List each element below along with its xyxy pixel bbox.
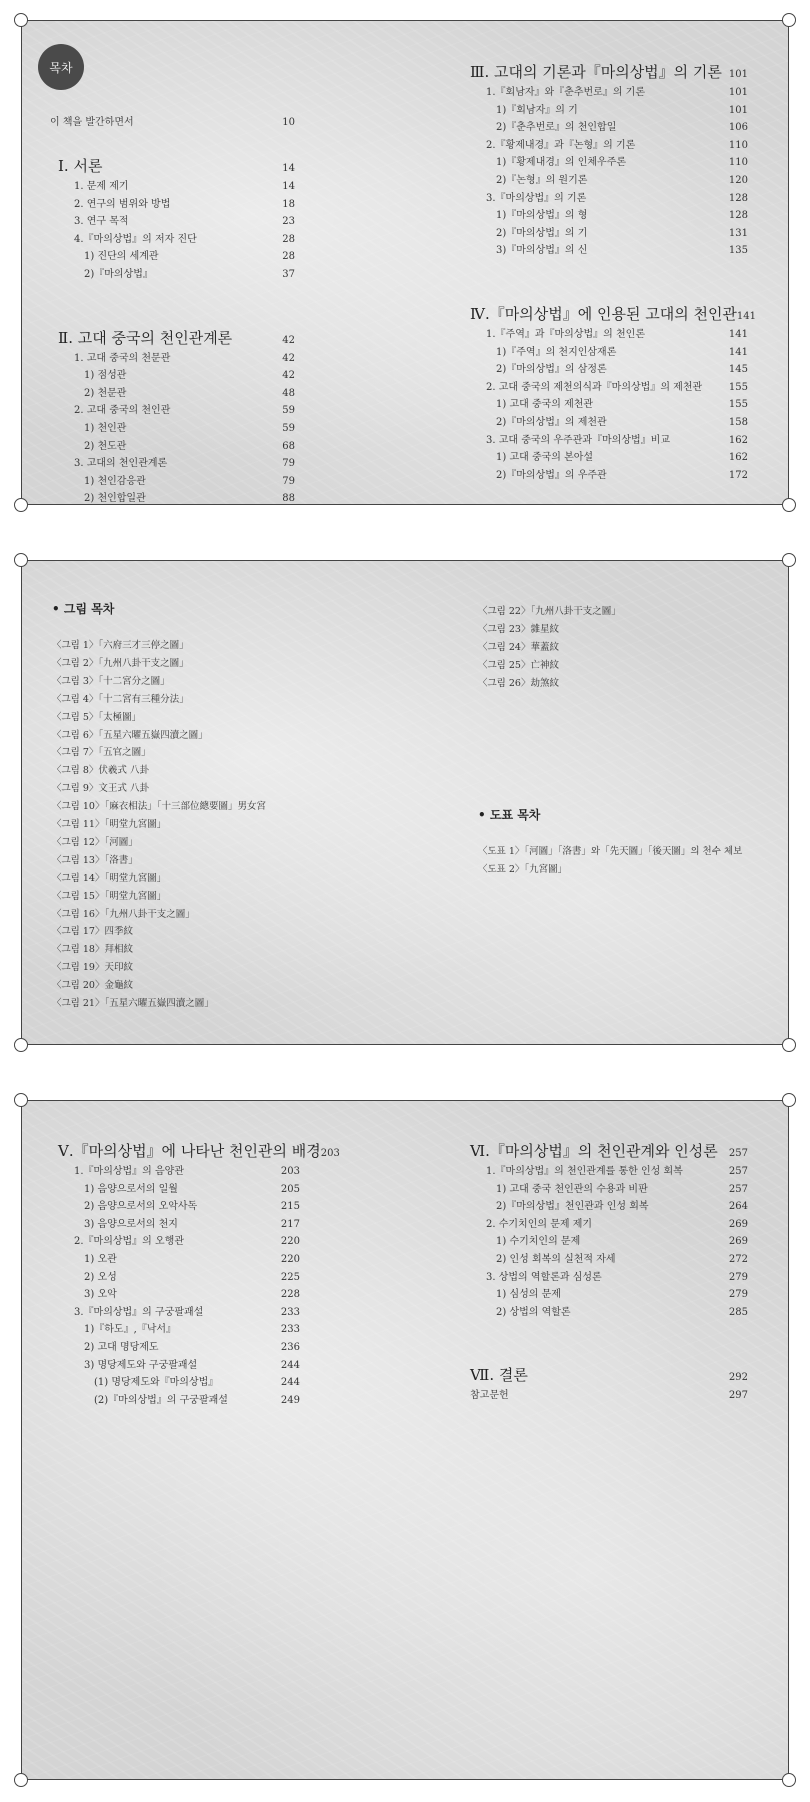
entry-title: 2. 수기치인의 문제 제기 [486,1218,593,1230]
entry-page: 162 [728,452,748,464]
entry-title: 2) 음양으로서의 오악사독 [84,1201,198,1213]
entry-title: 1) 심성의 문제 [496,1289,561,1301]
toc-entry [486,378,748,393]
chapter-heading [470,303,757,324]
list-item: 〈그림 24〉華蓋紋 [478,641,559,653]
entry-page: 135 [728,245,748,257]
chapter-heading [470,1364,748,1385]
entry-page: 162 [728,434,748,446]
entry-title: (1) 명당제도와『마의상법』 [94,1377,219,1389]
toc-entry [74,349,295,364]
entry-title: 2. 고대 중국의 천인관 [74,405,171,417]
entry-title: 1.『주역』과『마의상법』의 천인론 [486,329,645,340]
entry-title: 3. 연구 목적 [74,216,129,228]
toc-entry [486,1162,748,1177]
toc-entry [496,1303,748,1318]
entry-title: 2) 천인합일관 [84,493,146,505]
corner-ornament [14,1093,28,1107]
toc-entry [84,437,295,452]
toc-entry [84,472,295,487]
toc-entry [84,1197,300,1212]
figures-heading: • 그림 목차 [52,602,115,616]
entry-title: (2)『마의상법』의 구궁팔괘설 [94,1394,228,1406]
entry-title: 3) 오악 [84,1289,117,1301]
chapter-heading [470,61,748,82]
entry-page: 120 [728,175,748,186]
toc-entry [496,1285,748,1300]
entry-page: 48 [282,387,295,399]
toc-entry [470,1386,748,1401]
entry-title: 2)『마의상법』의 기 [496,227,588,239]
entry-page: 37 [282,269,295,280]
entry-title: 2) 오성 [84,1271,117,1283]
entry-page: 110 [728,157,748,169]
toc-entry [496,1250,748,1265]
entry-title: 1) 천인관 [84,423,127,434]
entry-page: 285 [728,1306,748,1318]
entry-page: 257 [728,1183,748,1195]
entry-title: 3. 상법의 역할론과 심성론 [486,1271,602,1283]
entry-title: 2. 연구의 범위와 방법 [74,198,171,210]
list-item: 〈그림 15〉「明堂九宮圖」 [52,890,167,902]
entry-title: 2)『춘추번로』의 천인합일 [496,122,617,134]
entry-title: 1)『하도』,『낙서』 [84,1324,177,1336]
corner-ornament [14,1773,28,1787]
toc-entry [84,384,295,399]
toc-entry [496,1232,748,1247]
entry-title: Ⅵ.『마의상법』의 천인관계와 인성론 [470,1142,718,1160]
toc-entry [486,1215,748,1230]
list-item: 〈그림 1〉「六府三才三停之圖」 [52,640,189,651]
entry-page: 264 [728,1201,748,1213]
toc-entry [486,1268,748,1283]
entry-title: Ⅴ.『마의상법』에 나타난 천인관의 배경 [58,1142,321,1160]
entry-page: 220 [280,1254,300,1265]
entry-title: 2) 인성 회복의 실천적 자세 [496,1254,616,1265]
tables-heading: • 도표 목차 [478,808,541,822]
entry-title: 3.『마의상법』의 구궁팔괘설 [74,1306,204,1318]
entry-page: 205 [280,1183,300,1195]
entry-page: 155 [728,399,748,411]
corner-ornament [782,1773,796,1787]
toc-entry [74,1303,300,1318]
entry-page: 236 [280,1342,300,1353]
list-item: 〈그림 19〉天印紋 [52,962,133,974]
toc-entry [74,177,295,192]
entry-page: 79 [282,458,295,470]
list-item: 〈그림 16〉「九州八卦干支之圖」 [52,908,195,920]
corner-ornament [14,13,28,27]
entry-title: Ⅳ.『마의상법』에 인용된 고대의 천인관 [470,305,737,323]
entry-title: 2)『마의상법』의 삼정론 [496,364,607,376]
toc-entry [84,489,295,504]
toc-entry [496,413,748,428]
entry-page: 141 [736,311,757,322]
list-item: 〈그림 14〉「明堂九宮圖」 [52,872,167,884]
entry-title: 1)『회남자』의 기 [496,104,578,116]
entry-page: 292 [728,1372,748,1384]
entry-page: 79 [282,475,295,487]
toc-entry [74,230,295,245]
entry-title: 1) 음양으로서의 일월 [84,1183,178,1195]
entry-page: 244 [280,1359,300,1371]
list-item: 〈그림 18〉拜相紋 [52,944,133,956]
corner-ornament [14,1038,28,1052]
entry-page: 225 [280,1271,300,1283]
list-item: 〈그림 11〉「明堂九宮圖」 [52,819,167,830]
entry-page: 203 [320,1148,340,1159]
corner-ornament [782,553,796,567]
list-item: 〈그림 5〉「太極圖」 [52,711,142,723]
entry-title: Ⅶ. 결론 [470,1366,528,1385]
entry-page: 18 [282,198,295,210]
entry-title: 2) 천도관 [84,440,127,452]
entry-title: 4.『마의상법』의 저자 진단 [74,233,197,245]
entry-page: 128 [728,210,748,222]
entry-title: 참고문헌 [470,1390,509,1402]
entry-title: 2)『마의상법』의 우주관 [496,469,607,481]
toc-entry [486,325,748,340]
entry-title: 1.『회남자』와『춘추번로』의 기론 [486,87,645,98]
toc-entry [84,419,295,434]
entry-page: 272 [728,1254,748,1265]
toc-entry [496,224,748,239]
entry-title: 2)『마의상법』천인관과 인성 회복 [496,1201,649,1213]
toc-entry [84,1338,300,1353]
entry-title: 3. 고대 중국의 우주관과『마의상법』비교 [486,434,670,446]
toc-entry [84,1215,300,1230]
entry-page: 42 [282,370,295,382]
toc-entry [496,343,748,358]
list-item: 〈도표 1〉「河圖」「洛書」와「先天圖」「後天圖」의 천수 체보 [478,846,743,857]
entry-title: 1. 문제 제기 [74,181,129,192]
entry-title: 2.『마의상법』의 오행관 [74,1236,184,1248]
toc-entry [496,171,748,186]
toc-entry [486,189,748,204]
entry-page: 42 [282,334,295,346]
entry-page: 158 [728,417,748,428]
corner-ornament [782,498,796,512]
entry-title: 1)『황제내경』의 인체우주론 [496,157,627,169]
entry-title: 2)『마의상법』 [84,269,153,280]
entry-page: 110 [728,139,748,151]
toc-entry [94,1391,300,1406]
toc-entry [496,118,748,133]
toc-entry [84,1320,300,1335]
toc-entry [496,466,748,481]
entry-title: 2.『황제내경』과『논형』의 기론 [486,139,636,151]
entry-title: 1) 진단의 세계관 [84,251,159,263]
entry-page: 233 [280,1324,300,1336]
toc-entry [496,360,748,375]
entry-page: 23 [282,216,295,228]
list-item: 〈그림 23〉雜星紋 [478,623,559,635]
corner-ornament [782,1093,796,1107]
entry-title: 1)『마의상법』의 형 [496,210,588,222]
toc-entry [74,1162,300,1177]
entry-page: 101 [728,69,748,80]
toc-entry [84,1285,300,1300]
entry-page: 59 [282,405,295,417]
entry-page: 279 [728,1289,748,1301]
entry-page: 42 [282,352,295,364]
entry-page: 257 [728,1148,748,1159]
toc-entry [496,153,748,168]
toc-entry [496,1180,748,1195]
entry-page: 203 [280,1166,300,1177]
toc-entry [74,401,295,416]
entry-page: 28 [282,233,295,245]
chapter-heading [58,1140,340,1161]
entry-title: 1. 고대 중국의 천문관 [74,352,171,364]
entry-page: 155 [728,381,748,393]
entry-page: 59 [282,423,295,434]
entry-title: 2. 고대 중국의 제천의식과『마의상법』의 제천관 [486,381,703,393]
toc-entry [74,454,295,469]
entry-page: 279 [728,1271,748,1283]
list-item: 〈그림 12〉「河圖」 [52,836,138,848]
toc-entry [84,265,295,280]
entry-page: 228 [280,1289,300,1301]
chapter-heading [58,327,295,348]
entry-page: 244 [280,1377,300,1389]
entry-title: 2)『마의상법』의 제천관 [496,417,607,428]
toc-entry [74,1232,300,1247]
entry-title: 3)『마의상법』의 신 [496,245,588,257]
toc-entry [84,1250,300,1265]
entry-title: 1)『주역』의 천지인삼재론 [496,346,617,358]
toc-entry [496,206,748,221]
entry-page: 141 [728,329,748,340]
list-item: 〈그림 8〉伏羲式 八卦 [52,765,149,777]
list-item: 〈그림 25〉亡神紋 [478,659,559,671]
toc-entry [496,241,748,256]
toc-entry [84,247,295,262]
entry-page: 106 [728,122,748,134]
list-item: 〈그림 13〉「洛書」 [52,854,138,866]
entry-page: 172 [728,469,748,481]
entry-page: 217 [280,1218,300,1230]
toc-entry [84,366,295,381]
entry-title: 3) 명당제도와 구궁팔괘설 [84,1359,198,1371]
toc-entry [74,212,295,227]
entry-page: 131 [728,227,748,239]
list-item: 〈그림 17〉四季紋 [52,926,133,938]
toc-entry [84,1356,300,1371]
toc-entry [496,1197,748,1212]
list-item: 〈그림 10〉「麻衣相法」「十三部位總要圖」男女宮 [52,801,266,813]
list-item: 〈그림 6〉「五星六曜五嶽四瀆之圖」 [52,729,208,741]
entry-title: 1) 오관 [84,1254,117,1265]
toc-badge: 목차 [38,44,84,90]
toc-entry [496,101,748,116]
entry-title: 2) 고대 명당제도 [84,1342,159,1353]
toc-entry [486,431,748,446]
toc-entry [496,448,748,463]
entry-page: 269 [728,1236,748,1248]
corner-ornament [14,498,28,512]
list-item: 〈그림 4〉「十二宮有三種分法」 [52,693,189,705]
entry-page: 28 [282,251,295,263]
entry-page: 297 [728,1390,748,1402]
entry-page: 141 [728,346,748,358]
entry-page: 269 [728,1218,748,1230]
entry-page: 249 [280,1394,300,1406]
entry-title: 1) 수기치인의 문제 [496,1236,581,1248]
entry-page: 128 [728,192,748,204]
toc-entry [84,1180,300,1195]
list-item: 〈그림 9〉文王式 八卦 [52,783,149,795]
entry-page: 220 [280,1236,300,1248]
entry-page: 10 [282,117,295,128]
entry-page: 101 [728,104,748,116]
entry-page: 257 [728,1166,748,1177]
chapter-heading [470,1140,748,1161]
toc-entry [84,1268,300,1283]
entry-title: 이 책을 발간하면서 [50,117,134,128]
corner-ornament [782,1038,796,1052]
entry-page: 14 [282,181,295,192]
toc-entry [74,195,295,210]
list-item: 〈그림 3〉「十二宮分之圖」 [52,675,170,687]
chapter-heading [58,155,295,176]
list-item: 〈그림 22〉「九州八卦干支之圖」 [478,606,621,617]
entry-title: 1) 고대 중국의 본아설 [496,452,594,464]
entry-page: 88 [282,493,295,505]
corner-ornament [782,13,796,27]
entry-title: 3.『마의상법』의 기론 [486,192,587,204]
entry-title: 3. 고대의 천인관계론 [74,458,168,470]
entry-title: Ⅰ. 서론 [58,157,103,175]
toc-entry [486,83,748,98]
list-item: 〈그림 26〉劫煞紋 [478,677,559,689]
entry-title: 2)『논형』의 원기론 [496,175,588,186]
entry-page: 101 [728,87,748,98]
entry-title: 1) 고대 중국의 제천관 [496,399,594,411]
toc-entry-intro [50,113,295,128]
entry-title: 2) 천문관 [84,387,127,399]
entry-title: 2) 상법의 역할론 [496,1306,571,1318]
entry-title: 3) 음양으로서의 천지 [84,1218,178,1230]
toc-entry [486,136,748,151]
entry-title: 1) 고대 중국 천인관의 수용과 비판 [496,1183,648,1195]
entry-page: 233 [280,1306,300,1318]
entry-page: 145 [728,364,748,376]
list-item: 〈그림 21〉「五星六曜五嶽四瀆之圖」 [52,998,214,1009]
list-item: 〈그림 2〉「九州八卦干支之圖」 [52,657,189,669]
entry-page: 14 [282,163,295,174]
entry-title: 1) 천인감응관 [84,475,146,487]
corner-ornament [14,553,28,567]
toc-entry [94,1373,300,1388]
entry-title: 1.『마의상법』의 천인관계를 통한 인성 회복 [486,1166,683,1177]
entry-title: Ⅲ. 고대의 기론과『마의상법』의 기론 [470,63,722,81]
entry-page: 68 [282,440,295,452]
entry-page: 215 [280,1201,300,1213]
toc-entry [496,395,748,410]
entry-title: Ⅱ. 고대 중국의 천인관계론 [58,328,233,347]
list-item: 〈그림 20〉金龜紋 [52,980,133,992]
list-item: 〈그림 7〉「五官之圖」 [52,747,151,759]
list-item: 〈도표 2〉「九宮圖」 [478,863,568,875]
entry-title: 1.『마의상법』의 음양관 [74,1166,184,1177]
entry-title: 1) 점성관 [84,370,127,382]
